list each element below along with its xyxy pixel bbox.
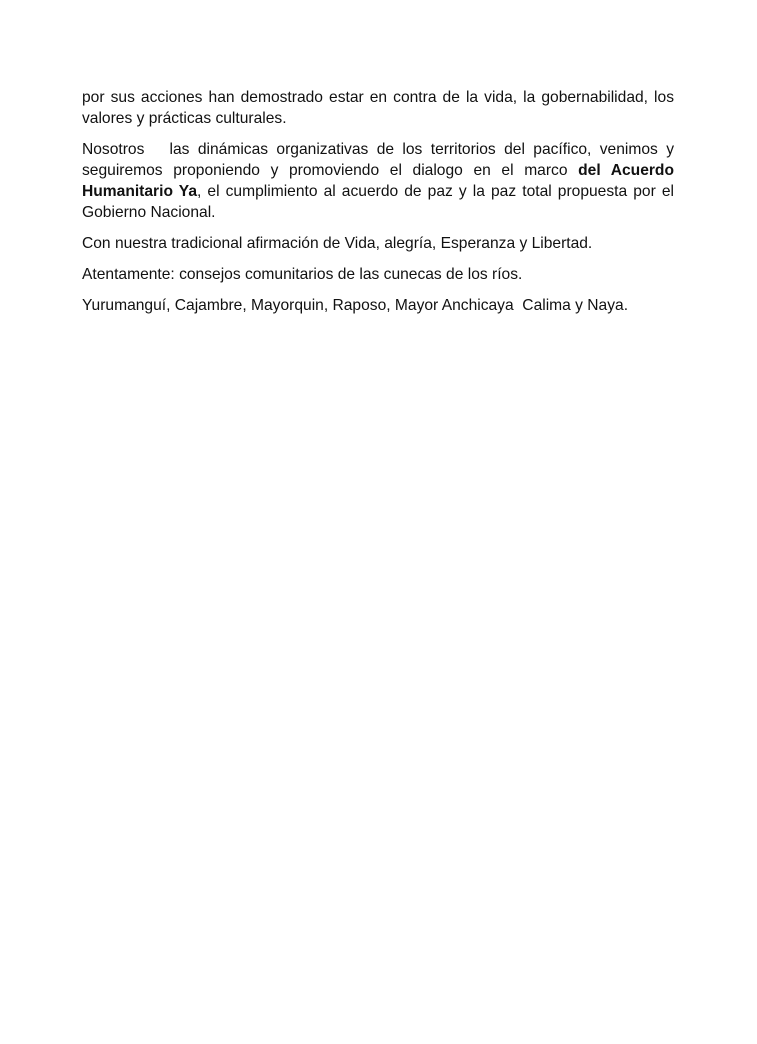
paragraph-3: Con nuestra tradicional afirmación de Vida, alegría, Esperanza y Libertad. <box>82 235 593 252</box>
document-body <box>82 87 674 326</box>
closing-line: Atentamente: consejos comunitarios de las cunecas de los ríos. <box>82 266 523 283</box>
paragraph-1: por sus acciones han demostrado estar en contra de la vida, la gobernabilidad, los valores y prácticas culturales. <box>82 89 674 127</box>
agreement-name: del Acuerdo Humanitario Ya <box>82 162 674 200</box>
paragraph-2 <box>82 139 674 223</box>
paragraph-2-start: Nosotros las dinámicas organizativas de los territorios del pacífico, venimos y seguiremos proponiendo y promoviendo el dialogo en el marco <box>82 141 674 179</box>
paragraph-2-end: , el cumplimiento al acuerdo de paz y la paz total propuesta por el Gobierno Nacional. <box>82 183 674 221</box>
signatories-line: Yurumanguí, Cajambre, Mayorquin, Raposo, Mayor Anchicaya Calima y Naya. <box>82 297 629 314</box>
